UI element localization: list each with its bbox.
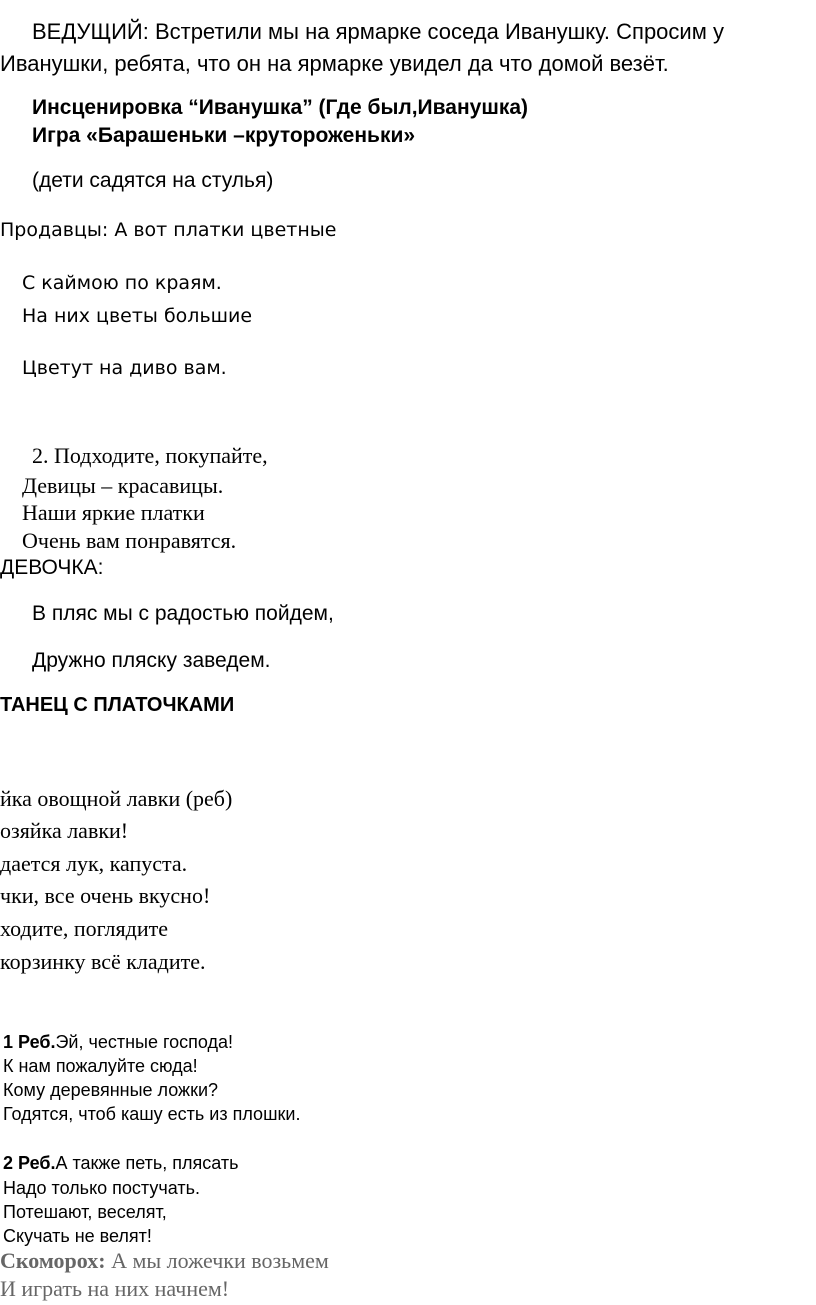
child2-speaker: 2 Реб. bbox=[3, 1153, 56, 1173]
child2-line-3: Потешают, веселят, bbox=[3, 1202, 167, 1222]
child1-line-1-text: Эй, честные господа! bbox=[55, 1032, 234, 1052]
intro-line-2: Иванушки, ребята, что он на ярмарке увидел да что домой везёт. bbox=[0, 51, 669, 76]
sellers-line-3: На них цветы большие bbox=[22, 305, 253, 327]
stage-note: (дети садятся на стулья) bbox=[32, 169, 274, 192]
child2-line-4: Скучать не велят! bbox=[3, 1226, 152, 1246]
shop-line-3: дается лук, капуста. bbox=[0, 851, 188, 876]
skomorokh-line-1-text: А мы ложечки возьмем bbox=[111, 1248, 329, 1273]
child2-line-2: Надо только постучать. bbox=[3, 1178, 200, 1198]
child1-speaker: 1 Реб. bbox=[3, 1032, 56, 1052]
child1-line-1 bbox=[3, 1033, 233, 1051]
girl-line-1: В пляс мы с радостью пойдем, bbox=[32, 602, 334, 625]
girl-line-2: Дружно пляску заведем. bbox=[32, 649, 271, 672]
skomorokh-speaker: Скоморох: bbox=[0, 1248, 106, 1273]
heading-game: Игра «Барашеньки –крутороженьки» bbox=[32, 124, 416, 147]
shop-line-5: ходите, поглядите bbox=[0, 916, 168, 941]
verse2-line-4: Очень вам понравятся. bbox=[22, 528, 237, 553]
verse2-line-3: Наши яркие платки bbox=[22, 500, 205, 525]
shop-line-1: йка овощной лавки (реб) bbox=[0, 786, 233, 811]
heading-staging: Инсценировка “Иванушка” (Где был,Иванушка) bbox=[32, 96, 529, 119]
shop-line-6: корзинку всё кладите. bbox=[0, 949, 206, 974]
girl-speaker: ДЕВОЧКА: bbox=[0, 556, 104, 579]
sellers-line-2: С каймою по краям. bbox=[22, 272, 222, 294]
child1-line-2: К нам пожалуйте сюда! bbox=[3, 1056, 198, 1076]
dance-heading: ТАНЕЦ С ПЛАТОЧКАМИ bbox=[0, 694, 235, 716]
skomorokh-line-2: И играть на них начнем! bbox=[0, 1276, 230, 1301]
intro-line-1: ВЕДУЩИЙ: Встретили мы на ярмарке соседа Иванушку. Спросим у bbox=[32, 19, 724, 44]
sellers-line-1: Продавцы: А вот платки цветные bbox=[0, 219, 337, 241]
child1-line-3: Кому деревянные ложки? bbox=[3, 1080, 219, 1100]
child1-line-4: Годятся, чтоб кашу есть из плошки. bbox=[3, 1104, 301, 1124]
sellers-line-4: Цветут на диво вам. bbox=[22, 357, 227, 379]
verse2-line-1: 2. Подходите, покупайте, bbox=[32, 443, 268, 468]
skomorokh-line-1 bbox=[0, 1250, 329, 1272]
child2-line-1 bbox=[3, 1154, 238, 1172]
shop-line-4: чки, все очень вкусно! bbox=[0, 883, 211, 908]
shop-line-2: озяйка лавки! bbox=[0, 818, 129, 843]
verse2-line-2: Девицы – красавицы. bbox=[22, 473, 224, 498]
child2-line-1-text: А также петь, плясать bbox=[55, 1153, 239, 1173]
